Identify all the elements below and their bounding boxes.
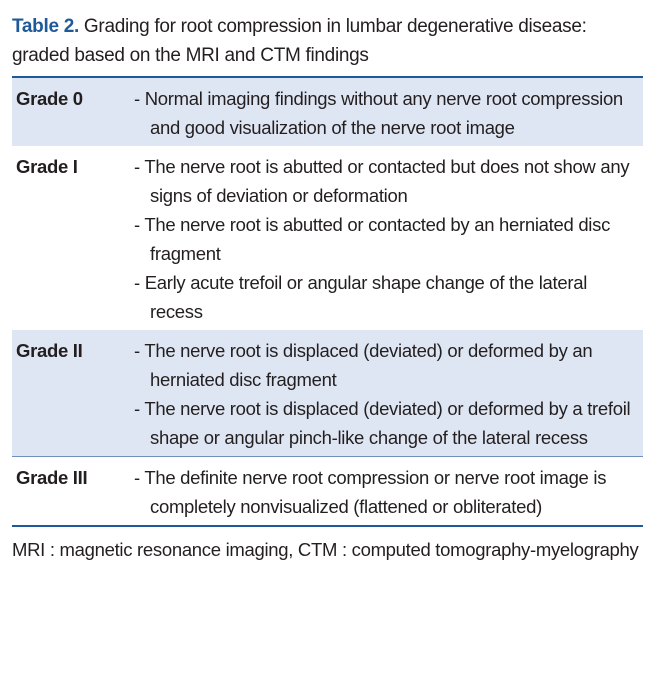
grade-label: Grade II: [16, 340, 83, 361]
grade-criterion: - The nerve root is abutted or contacted by an herniated disc fragment: [134, 214, 611, 264]
grade-criterion: - Normal imaging findings without any nerve root compression and good visualization of the nerve root image: [134, 88, 623, 138]
table-footnote: MRI : magnetic resonance imaging, CTM : computed tomography-myelography: [12, 539, 639, 560]
grade-criterion: - The nerve root is abutted or contacted but does not show any signs of deviation or deformation: [134, 156, 630, 206]
grade-label: Grade III: [16, 467, 88, 488]
grade-table: [12, 78, 643, 525]
grade-description: [134, 336, 643, 452]
grade-criterion: - The nerve root is displaced (deviated) or deformed by an herniated disc fragment: [134, 340, 593, 390]
grade-row-2: [12, 330, 643, 456]
table-caption: [12, 12, 643, 70]
grade-label: Grade 0: [16, 88, 83, 109]
grade-criterion: - The definite nerve root compression or nerve root image is completely nonvisualized (flattened or obliterated): [134, 467, 607, 517]
grade-description: [134, 84, 643, 142]
grade-description: [134, 152, 643, 326]
grade-row-3: [12, 457, 643, 525]
grade-description: [134, 463, 643, 521]
grade-row-0: [12, 78, 643, 146]
grade-criterion: - Early acute trefoil or angular shape change of the lateral recess: [134, 272, 588, 322]
table-bottom-rule: [12, 525, 643, 527]
grade-row-1: [12, 146, 643, 330]
grade-criterion: - The nerve root is displaced (deviated) or deformed by a trefoil shape or angular pinch-like change of the lateral recess: [134, 398, 631, 448]
table-caption-text: Grading for root compression in lumbar degenerative disease: graded based on the MRI and CTM findings: [12, 16, 587, 66]
grade-label: Grade I: [16, 156, 78, 177]
table-caption-label: Table 2.: [12, 16, 79, 37]
